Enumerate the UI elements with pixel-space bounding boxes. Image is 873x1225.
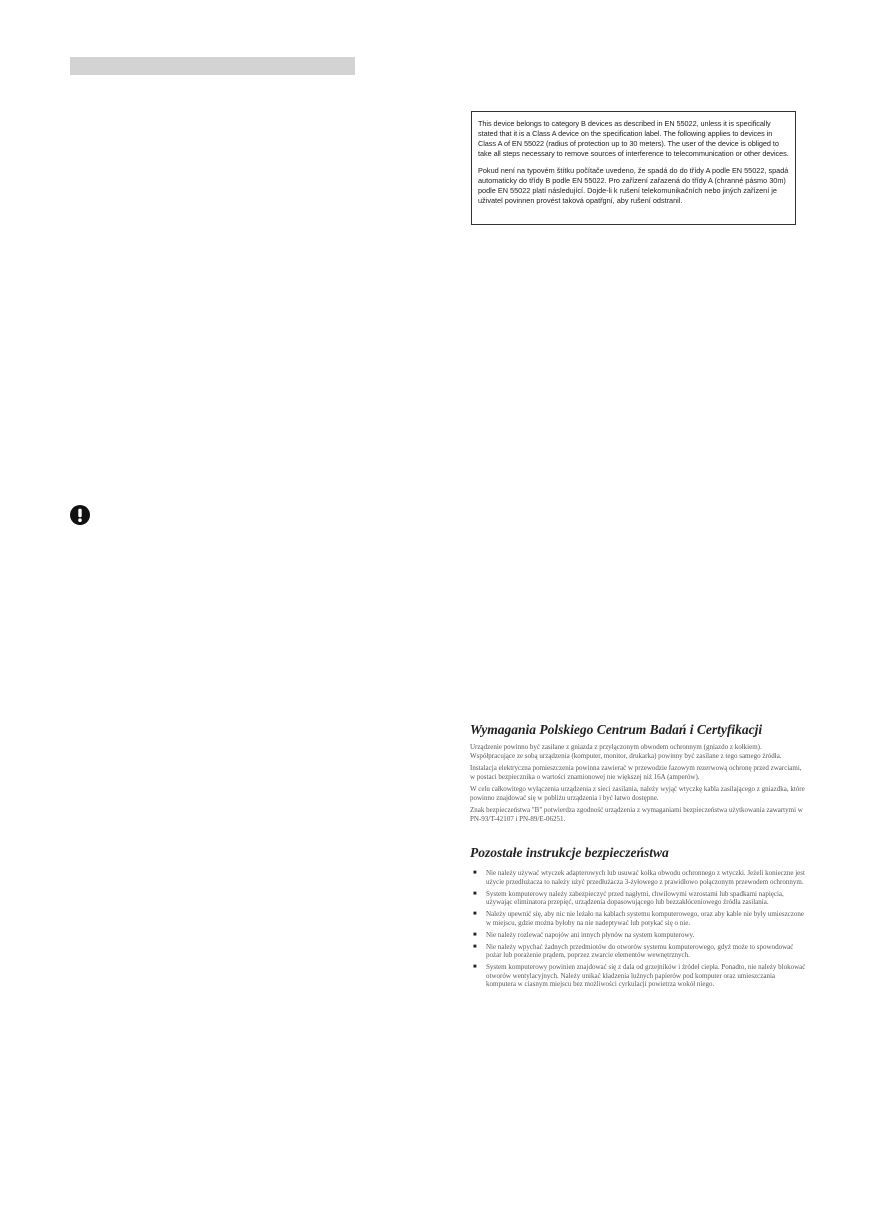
bullet-icon: ■ [473,931,477,938]
bullet-icon: ■ [473,870,477,876]
en55022-notice-box [471,111,796,225]
list-item [473,963,806,989]
notice-czech-text: Pokud není na typovém štítku počítače uvedeno, že spadá do do třídy A podle EN 55022, spadá automaticky do třídy B podle EN 55022. Pro zařízení zařazená do třídy A (chranné pásmo 30m) podle EN 55022 platí následující. Dojde-li k rušení telekomunikačních nebo jiných zařízení je uživatel povinnen provést taková opatřgní, aby rušení odstranil. [478,166,789,205]
safety-instructions-list [470,869,806,989]
header-bar [70,57,355,75]
bullet-icon: ■ [473,964,477,970]
bullet-icon: ■ [473,911,477,917]
list-item-text: Nie należy używać wtyczek adapterowych lub usuwać kołka obwodu ochronnego z wtyczki. Jeżeli konieczne jest użycie przedłużacza to należy użyć przedłużacza 3-żyłowego z prawidłowo połączonym przewodem ochronnym. [486,869,805,886]
polish-heading-safety: Pozostałe instrukcje bezpieczeństwa [470,845,669,860]
polish-paragraph: W celu całkowitego wyłączenia urządzenia z sieci zasilania, należy wyjąć wtyczkę kabla zasilającego z gniazdka, które powinno znajdować się w pobliżu urządzenia i być łatwo dostępne. [470,785,805,802]
bullet-icon: ■ [473,943,477,950]
list-item [473,930,806,940]
polish-section [470,722,806,992]
list-item [473,942,806,960]
list-item-text: Nie należy wpychać żadnych przedmiotów do otworów systemu komputerowego, gdyż może to spowodować pożar lub porażenie prądem, poprzez zwarcie elementów wewnętrznych. [486,942,794,959]
list-item-text: Należy upewnić się, aby nic nie leżało na kablach systemu komputerowego, oraz aby kable nie były umieszczone w miejscu, gdzie można byłoby na nie nadeptywać lub potykać się o nie. [486,910,804,927]
list-item [473,889,806,907]
polish-heading-certification: Wymagania Polskiego Centrum Badań i Certyfikacji [470,722,763,737]
bullet-icon: ■ [473,890,477,897]
notice-english-text: This device belongs to category B devices as described in EN 55022, unless it is specifically stated that it is a Class A device on the specification label. The following applies to devices in Class A of EN 55022 (radius of protection up to 30 meters). The user of the device is obliged to take all steps necessary to remove sources of interference to telecommunication or other devices. [478,119,789,158]
list-item [473,869,806,886]
polish-paragraph: Urządzenie powinno być zasilane z gniazda z przyłączonym obwodem ochronnym (gniazdo z kołkiem). Współpracujące ze sobą urządzenia (komputer, monitor, drukarka) powinny być zasilane z tego samego źródła. [470,743,782,760]
list-item-text: System komputerowy powinien znajdować się z dala od grzejników i źródeł ciepła. Ponadto, nie należy blokować otworów wentylacyjnych. Należy unikać kładzenia luźnych papierów pod komputer oraz umieszczania komputera w ciasnym miejscu bez możliwości cyrkulacji powietrza wokół niego. [486,963,806,988]
exclamation-icon [70,505,90,525]
list-item-text: System komputerowy należy zabezpieczyć przed nagłymi, chwilowymi wzrostami lub spadkami napięcia, używając eliminatora przepięć, urządzenia dopasowującego lub bezzakłóceniowego źródła zasilania. [486,889,784,906]
polish-paragraph: Instalacja elektryczna pomieszczenia powinna zawierać w przewodzie fazowym rezerwową ochronę przed zwarciami, w postaci bezpiecznika o wartości znamionowej nie większej niż 16A (amperów). [470,764,802,781]
list-item [473,910,806,927]
polish-paragraph: Znak bezpieczeństwa "B" potwierdza zgodność urządzenia z wymaganiami bezpieczeństwa użytkowania zawartymi w PN-93/T-42107 i PN-89/E-06251. [470,806,803,823]
list-item-text: Nie należy rozlewać napojów ani innych płynów na system komputerowy. [486,930,695,939]
